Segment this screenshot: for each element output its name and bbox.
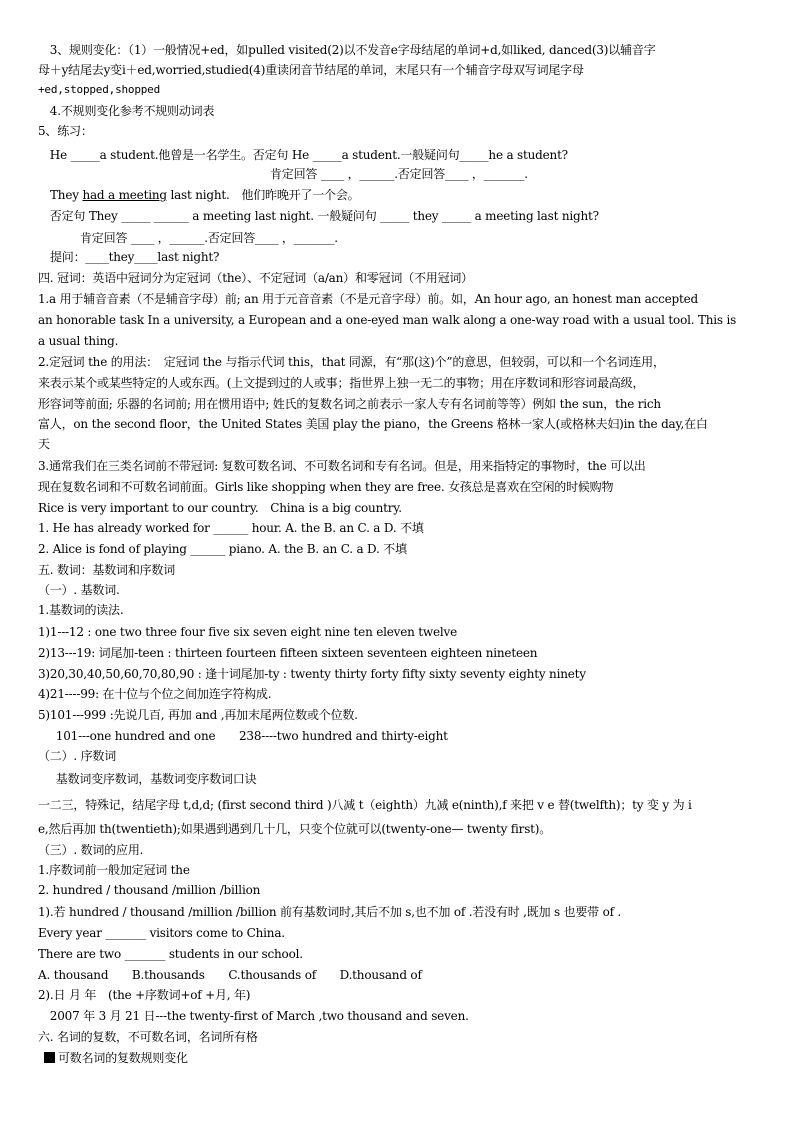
- text-line-39: （三）. 数词的应用.: [38, 843, 144, 857]
- text-line-49-label: 可数名词的复数规则变化: [58, 1051, 188, 1065]
- square-bullet-icon: [44, 1052, 55, 1063]
- text-line-23: Rice is very important to our country. China is a big country.: [38, 501, 402, 515]
- section-heading-articles: 四. 冠词：英语中冠词分为定冠词（the）、不定冠词（a/an）和零冠词（不用冠词）: [38, 271, 473, 285]
- text-line-49: [44, 1048, 188, 1068]
- text-line-7: 肯定回答 ____ ，______.否定回答____ ，_______.: [270, 167, 528, 181]
- text-line-1: 3、规则变化：（1）一般情况+ed，如pulled visited(2)以不发音e字母结尾的单词+d,如liked, danced(3)以辅音字: [38, 43, 656, 57]
- text-line-16: 2.定冠词 the 的用法： 定冠词 the 与指示代词 this，that 同源，有“那(这)个”的意思，但较弱，可以和一个名词连用，: [38, 355, 665, 369]
- text-line-35: （二）. 序数词: [38, 749, 117, 763]
- text-line-30: 2)13---19: 词尾加-teen : thirteen fourteen fifteen sixteen seventeen eighteen nineteen: [38, 646, 538, 660]
- text-line-36: 基数词变序数词，基数词变序数词口诀: [44, 772, 257, 786]
- text-line-47: 2007 年 3 月 21 日---the twenty-first of March ,two thousand and seven.: [38, 1009, 469, 1023]
- text-line-18: 形容词等前面; 乐器的名词前; 用在惯用语中; 姓氏的复数名词之前表示一家人专有名词前等等）例如 the sun，the rich: [38, 397, 661, 411]
- text-line-22: 现在复数名词和不可数名词前面。Girls like shopping when they are free. 女孩总是喜欢在空闲的时候购物: [38, 480, 614, 494]
- text-line-17: 来表示某个或某些特定的人或东西。(上文提到过的人或事；指世界上独一无二的事物；用在序数词和形容词最高级，: [38, 376, 645, 390]
- text-line-8-b: last night. 他们昨晚开了一个会。: [166, 188, 360, 202]
- text-line-46: 2).日 月 年 (the +序数词+of +月, 年): [38, 988, 251, 1002]
- text-line-10: 肯定回答 ____ ，______.否定回答____ ，_______.: [80, 231, 338, 245]
- text-line-27: （一）. 基数词.: [38, 583, 120, 597]
- text-line-25: 2. Alice is fond of playing ______ piano. A. the B. an C. a D. 不填: [38, 542, 407, 556]
- text-line-33: 5)101---999 :先说几百, 再加 and ,再加末尾两位数或个位数.: [38, 708, 358, 722]
- text-line-31: 3)20,30,40,50,60,70,80,90 : 逢十词尾加-ty : twenty thirty forty fifty sixty seventy eighty ninety: [38, 667, 586, 681]
- text-line-11: 提问：____they____last night?: [50, 250, 220, 264]
- text-line-13: 1.a 用于辅音音素（不是辅音字母）前; an 用于元音音素（不是元音字母）前。如，An hour ago, an honest man accepted: [38, 292, 699, 306]
- text-line-37: 一二三，特殊记，结尾字母 t,d,d; (first second third )八减 t（eighth）九减 e(ninth),f 来把 v e 替(twelfth)；ty 变 y 为 i: [38, 798, 692, 812]
- text-line-42: 1).若 hundred / thousand /million /billion 前有基数词时,其后不加 s,也不加 of .若没有时 ,既加 s 也要带 of .: [38, 905, 622, 919]
- text-line-24: 1. He has already worked for ______ hour. A. the B. an C. a D. 不填: [38, 521, 424, 535]
- text-line-2: 母＋y结尾去y变i＋ed,worried,studied(4)重读闭音节结尾的单词，末尾只有一个辅音字母双写词尾字母: [38, 63, 584, 77]
- text-line-21: 3.通常我们在三类名词前不带冠词: 复数可数名词、不可数名词和专有名词。但是，用来指特定的事物时，the 可以出: [38, 459, 646, 473]
- text-line-29: 1)1---12 : one two three four five six seven eight nine ten eleven twelve: [38, 625, 457, 639]
- section-heading-numerals: 五. 数词：基数词和序数词: [38, 563, 176, 577]
- text-line-8-a: They: [50, 188, 83, 202]
- text-line-43: Every year _______ visitors come to China.: [38, 926, 285, 940]
- text-line-45: A. thousand B.thousands C.thousands of D.thousand of: [38, 968, 422, 982]
- text-line-41: 2. hundred / thousand /million /billion: [38, 883, 261, 897]
- text-line-14: an honorable task In a university, a European and a one-eyed man walk along a one-way road with a usual tool. This is: [38, 313, 737, 327]
- text-line-19: 富人，on the second floor，the United States 美国 play the piano，the Greens 格林一家人(或格林夫妇)in the day,在白: [38, 417, 708, 431]
- text-line-20: 天: [38, 437, 50, 451]
- text-line-4: 4.不规则变化参考不规则动词表: [38, 104, 215, 118]
- text-line-6: He _____a student.他曾是一名学生。否定句 He _____a student.一般疑问句_____he a student?: [38, 148, 568, 162]
- text-line-44: There are two _______ students in our school.: [38, 947, 303, 961]
- text-line-3: +ed,stopped,shopped: [38, 83, 161, 96]
- text-line-28: 1.基数词的读法.: [38, 603, 124, 617]
- section-heading-nouns: 六. 名词的复数，不可数名词，名词所有格: [38, 1030, 258, 1044]
- text-line-38: e,然后再加 th(twentieth);如果遇到遇到几十几，只变个位就可以(twenty-one— twenty first)。: [38, 822, 552, 836]
- underlined-phrase: had a meeting: [82, 188, 167, 202]
- text-line-5: 5、练习：: [38, 124, 93, 138]
- text-line-40: 1.序数词前一般加定冠词 the: [38, 863, 190, 877]
- text-line-9: 否定句 They _____ ______ a meeting last night. 一般疑问句 _____ they _____ a meeting last night?: [38, 209, 599, 223]
- text-line-15: a usual thing.: [38, 334, 119, 348]
- text-line-32: 4)21----99: 在十位与个位之间加连字符构成.: [38, 687, 272, 701]
- text-line-34: 101---one hundred and one 238----two hundred and thirty-eight: [44, 729, 448, 743]
- text-line-8: [50, 185, 359, 205]
